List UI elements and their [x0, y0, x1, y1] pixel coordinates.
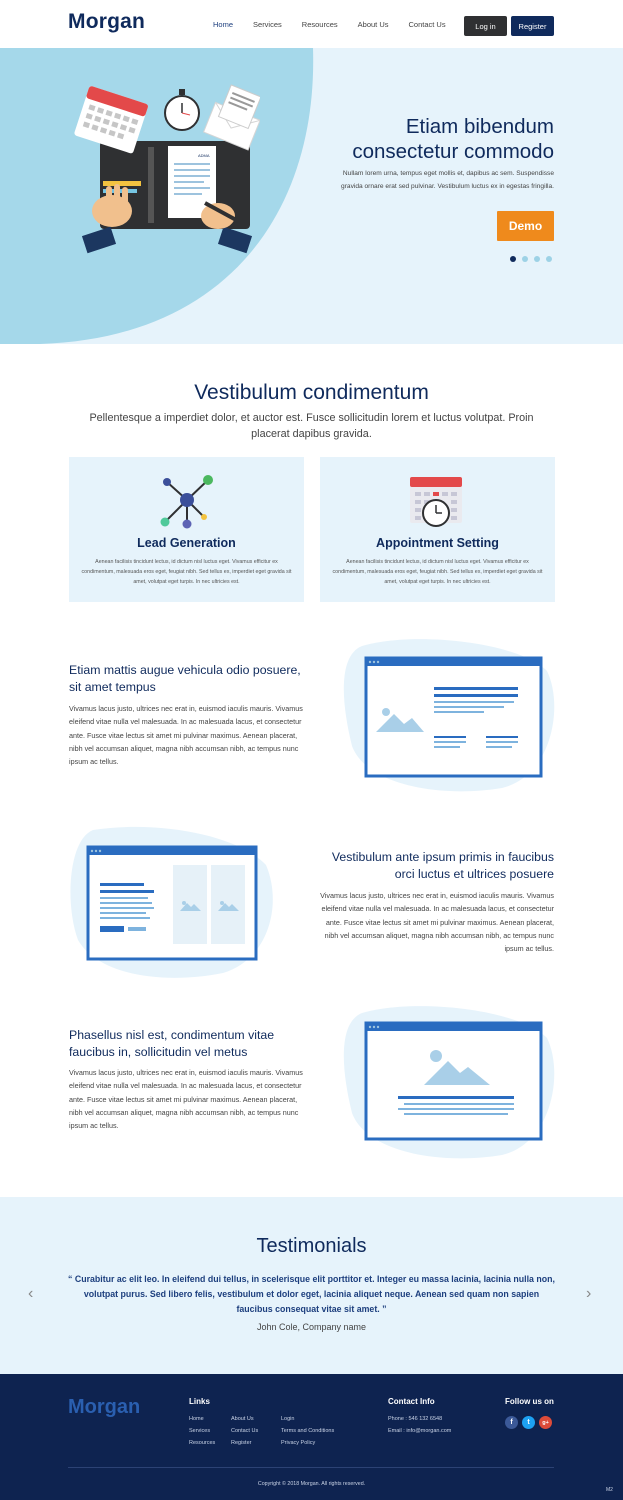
footer-link-terms[interactable]: Terms and Conditions: [281, 1428, 335, 1434]
browser-illustration-3: [342, 1003, 557, 1163]
slider-dot-4[interactable]: [546, 256, 552, 262]
top-navbar: [0, 0, 623, 48]
calendar-clock-icon: [405, 471, 470, 531]
hero-notepad-label: ADMA: [198, 153, 210, 158]
block-2-title: Vestibulum ante ipsum primis in faucibus orci luctus et ultrices posuere: [331, 850, 554, 881]
footer-link-services[interactable]: Services: [189, 1428, 211, 1434]
nav-link-about-us[interactable]: About Us: [357, 20, 389, 29]
footer-email[interactable]: Email : info@morgan.com: [388, 1428, 452, 1434]
login-button[interactable]: Log in: [464, 16, 507, 36]
google-plus-icon[interactable]: g+: [539, 1416, 552, 1429]
block-1-text: Vivamus lacus justo, ultrices nec erat in, euismod iaculis mauris. Vivamus eleifend vitae nulla vel malesuada. In ac malesuada lacus, et consectetur ante. Fusce vitae lectus sit amet mi pulvinar maximus. Aenean placerat, nibh vel accumsan aliquet, magna nibh accumsan nibh, ac tempus nunc ipsum ac tellus.: [69, 704, 303, 767]
footer-logo[interactable]: Morgan: [68, 1396, 141, 1418]
network-icon: [154, 471, 219, 531]
slider-dot-1[interactable]: [510, 256, 516, 262]
footer-link-contact-us[interactable]: Contact Us: [231, 1428, 259, 1434]
card-text: Aenean facilisis tincidunt lectus, id dictum nisl luctus eget. Vivamus efficitur ex condimentum, malesuada eros eget, feugiat nibh. Sed tellus ex, imperdiet eget gravida sit amet, volutpat eget turpis. In nec ultricies est.: [81, 559, 292, 585]
hero-title: [254, 114, 554, 164]
feature-card-appointment-setting: [320, 457, 555, 602]
chevron-right-icon[interactable]: ›: [586, 1285, 592, 1302]
site-footer: [0, 1374, 623, 1500]
card-title: Appointment Setting: [376, 536, 499, 550]
footer-link-login[interactable]: Login: [281, 1416, 295, 1422]
feature-card-lead-generation: [69, 457, 304, 602]
hero-title-line2: consectetur commodo: [352, 140, 554, 163]
card-title: Lead Generation: [137, 536, 236, 550]
nav-link-resources[interactable]: Resources: [301, 20, 338, 29]
footer-links-heading: Links: [189, 1397, 210, 1406]
footer-link-about-us[interactable]: About Us: [231, 1416, 254, 1422]
block-3-text: Vivamus lacus justo, ultrices nec erat in, euismod iaculis mauris. Vivamus eleifend vitae nulla vel malesuada. In ac malesuada lacus, et consectetur ante. Fusce vitae lectus sit amet mi pulvinar maximus. Aenean placerat, nibh vel accumsan aliquet, magna nibh accumsan nibh, ac tempus nunc ipsum ac tellus.: [69, 1068, 303, 1131]
hero-slider: [0, 48, 623, 344]
slider-dot-3[interactable]: [534, 256, 540, 262]
hero-description: Nullam lorem urna, tempus eget mollis et, dapibus ac sem. Suspendisse gravida ornare erat sed pulvinar. Vestibulum luctus ex in egestas fringilla.: [341, 170, 554, 190]
demo-button[interactable]: Demo: [497, 211, 554, 241]
nav-links: [213, 20, 466, 29]
hero-title-line1: Etiam bibendum: [405, 115, 554, 138]
card-text: Aenean facilisis tincidunt lectus, id dictum nisl luctus eget. Vivamus efficitur ex condimentum, malesuada eros eget, feugiat nibh. Sed tellus ex, imperdiet eget gravida sit amet, volutpat eget turpis. In nec ultricies est.: [332, 559, 543, 585]
footer-follow-heading: Follow us on: [505, 1397, 554, 1406]
browser-illustration-2: [88, 847, 256, 959]
footer-copyright: Copyright © 2018 Morgan. All rights reserved.: [257, 1481, 366, 1487]
browser-illustration-1: [342, 636, 557, 796]
hero-illustration: [70, 81, 260, 256]
footer-link-privacy[interactable]: Privacy Policy: [281, 1440, 316, 1446]
block-2-text: Vivamus lacus justo, ultrices nec erat in, euismod iaculis mauris. Vivamus eleifend vitae nulla vel malesuada. In ac malesuada lacus, et consectetur ante. Fusce vitae lectus sit amet mi pulvinar maximus. Aenean placerat, nibh vel accumsan aliquet, magna nibh accumsan nibh, ac tempus nunc ipsum ac tellus.: [320, 891, 554, 954]
footer-link-register[interactable]: Register: [231, 1440, 252, 1446]
twitter-icon[interactable]: t: [522, 1416, 535, 1429]
nav-link-services[interactable]: Services: [253, 20, 282, 29]
features-subtitle: Pellentesque a imperdiet dolor, et auctor est. Fusce sollicitudin lorem et luctus volutpat. Proin placerat dapibus gravida.: [89, 412, 534, 440]
footer-contact-heading: Contact Info: [388, 1397, 435, 1406]
testimonials-section: [0, 1197, 623, 1374]
footer-phone: Phone : 546 132 6548: [388, 1416, 443, 1422]
facebook-icon[interactable]: f: [505, 1416, 518, 1429]
footer-corner-mark: M2: [606, 1487, 613, 1493]
chevron-left-icon[interactable]: ‹: [28, 1285, 34, 1302]
slider-dots: [510, 256, 552, 262]
footer-divider: [68, 1467, 554, 1468]
nav-link-contact-us[interactable]: Contact Us: [408, 20, 446, 29]
nav-link-home[interactable]: Home: [213, 20, 234, 29]
testimonial-author: John Cole, Company name: [256, 1322, 367, 1332]
testimonials-title: Testimonials: [256, 1235, 367, 1257]
footer-link-resources[interactable]: Resources: [189, 1440, 216, 1446]
testimonial-quote: “ Curabitur ac elit leo. In eleifend dui tellus, in scelerisque elit porttitor et. Integer eu massa lacinia, lacinia nulla non, volutpat purus. Sed libero felis, vestibulum et dolor eget, lacinia aliquet neque. Aenean sed quam non sapien faucibus consequat vitae sit amet. ”: [68, 1274, 555, 1314]
block-1-title: Etiam mattis augue vehicula odio posuere, sit amet tempus: [69, 663, 301, 694]
features-title: Vestibulum condimentum: [194, 381, 429, 404]
block-3-title: Phasellus nisl est, condimentum vitae faucibus in, sollicitudin vel metus: [69, 1028, 275, 1059]
brand-logo[interactable]: Morgan: [68, 10, 146, 33]
slider-dot-2[interactable]: [522, 256, 528, 262]
register-button[interactable]: Register: [511, 16, 554, 36]
footer-link-home[interactable]: Home: [189, 1416, 204, 1422]
